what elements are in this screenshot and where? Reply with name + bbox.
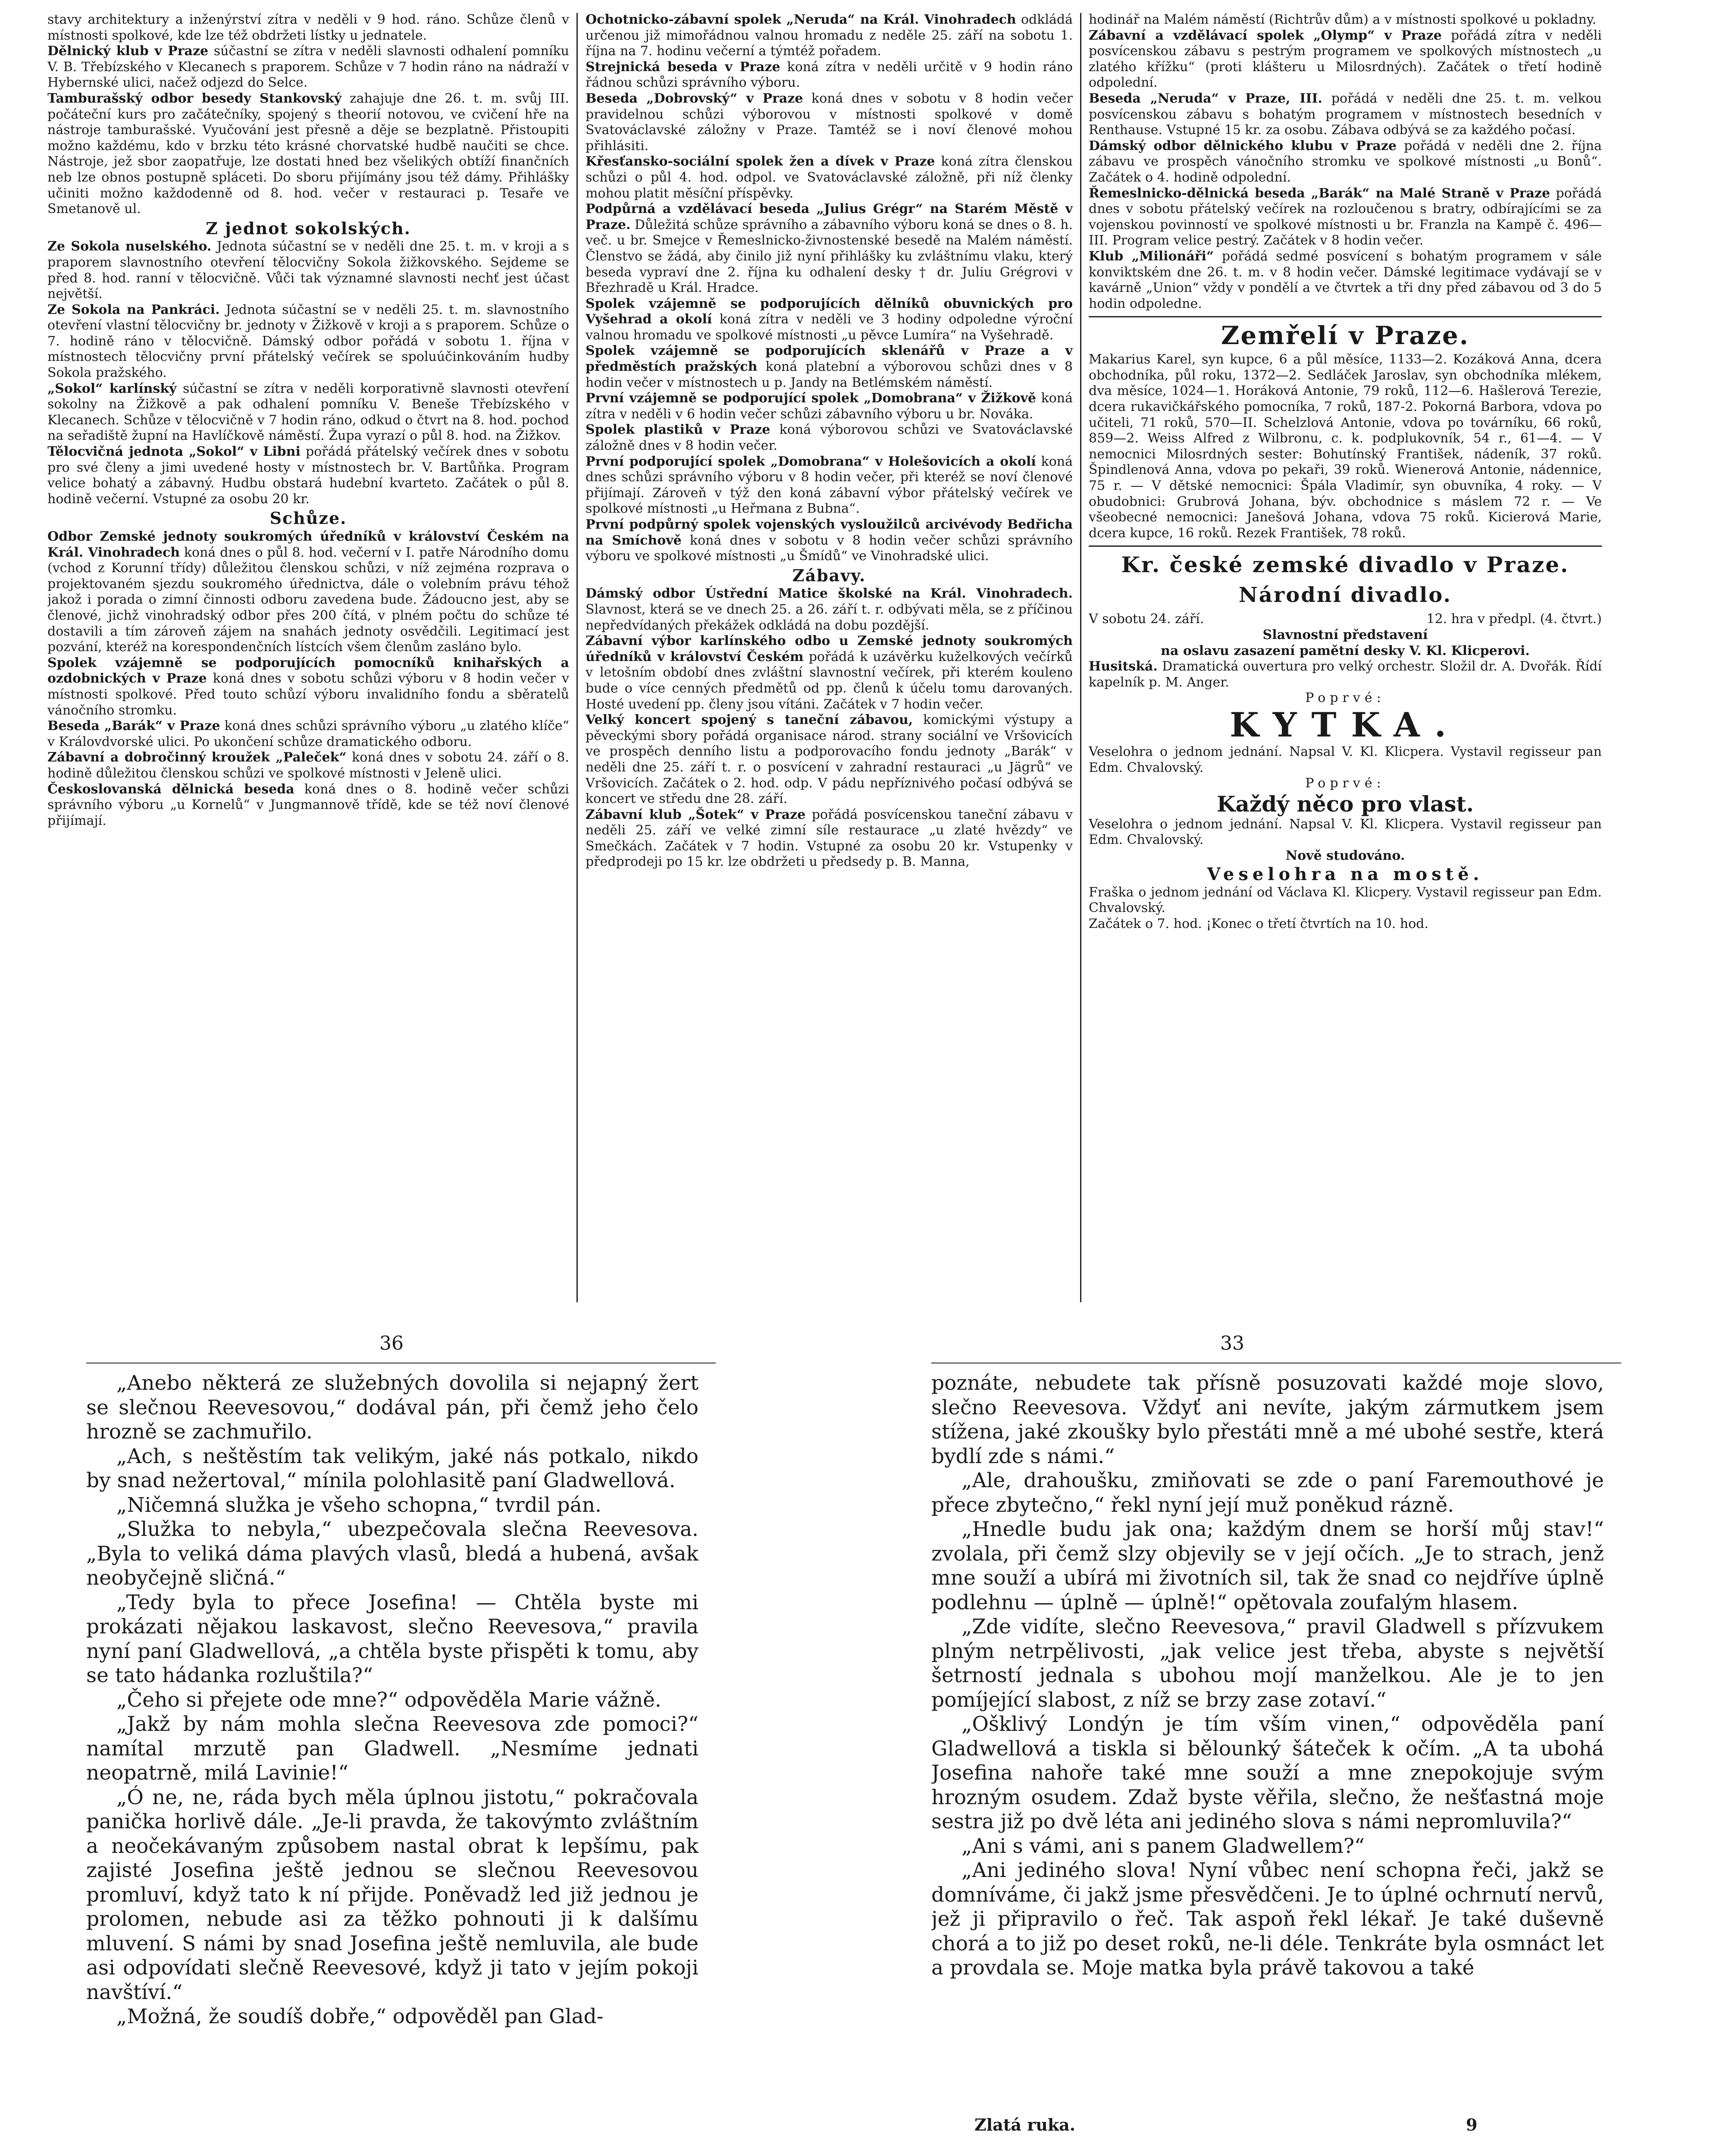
notice: Ze Sokola na Pankráci. Jednota súčastní se v neděli 25. t. m. slavnostního otevření vlastní tělocvičny br. jednoty v Žižkově v kroji a s praporem. Schůze o 7. hodině ráno v tělocvičně. Dámský odbor pořádá v sobotu 1. října v místnostech tělocvičny první přátelský večírek se spoluúčinkováním hudby Sokola pražského. [47, 302, 569, 381]
program-item: Husitská. Dramatická ouvertura pro velký orchestr. Složil dr. A. Dvořák. Řídí kapelník p. M. Anger. [1089, 659, 1602, 690]
play-description: Fraška o jednom jednání od Václava Kl. Klicpery. Vystavil regisseur pan Edm. Chvalovský. [1089, 884, 1602, 916]
column-divider [576, 13, 578, 1302]
novel-paragraph: „Čeho si přejete ode mne?“ odpověděla Marie vážně. [116, 1688, 661, 1712]
notice: První vzájemně se podporující spolek „Domobrana“ v Žižkově koná zítra v neděli v 6 hodin večer schůzi zábavního výboru u br. Nováka. [586, 391, 1073, 422]
section-heading: Z jednot sokolských. [206, 218, 411, 238]
notice: Spolek vzájemně se podporujících sklenářů v Praze a v předměstích pražských koná platební a výborovou schůzi dnes v 8 hodin večer v místnostech u p. Jandy na Betlémském náměstí. [586, 343, 1073, 390]
notice: Zábavní klub „Šotek“ v Praze pořádá posvícenskou taneční zábavu v neděli 25. září ve velké zimní síle restaurace „u zlaté hvězdy“ ve Smečkách. Začátek v 7 hodin. Vstupné za osobu 20 kr. Vstupenky v předprodeji po 15 kr. lze obdržeti u předsedy p. B. Manna, [586, 807, 1073, 870]
novel-paragraph: „Zde vidíte, slečno Reevesova,“ pravil Gladwell s přízvukem plným netrpělivosti, „jak velice jest třeba, abyste s největší šetrností jednala s ubohou mojí manželkou. Ale je to jen pomíjející slabost, z níž se brzy zase zotaví.“ [931, 1615, 1604, 1712]
page-number-left: 36 [379, 1332, 404, 1354]
novel-paragraph: „Ničemná služka je všeho schopna,“ tvrdil pán. [116, 1493, 601, 1517]
notice: stavy architektury a inženýrství zítra v neděli v 9 hod. ráno. Schůze členů v místnosti spolkové, kde lze též obdržeti lístky u jednatele. [47, 12, 569, 43]
performance-date-line [1089, 611, 1602, 627]
novel-left-page [86, 1371, 698, 2143]
notice: Beseda „Dobrovský“ v Praze koná dnes v sobotu v 8 hodin večer pravidelnou schůzi výborovou v místnosti spolkové v domě Svatováclavské záložny v Praze. Tamtéž se i noví členové mohou přihlásiti. [586, 91, 1073, 154]
subscription-info: 12. hra v předpl. (4. čtvrt.) [1426, 611, 1602, 627]
theatre-heading: Kr. české zemské divadlo v Praze. [1121, 552, 1569, 578]
performance-title: Slavnostní představení [1262, 627, 1428, 642]
novel-paragraph: „Ale, drahoušku, zmiňovati se zde o paní Faremouthové je přece zbytečno,“ řekl nyní její muž poněkud rázně. [931, 1469, 1604, 1517]
notice: Tamburašský odbor besedy Stankovský zahajuje dne 26. t. m. svůj III. počáteční kurs pro začátečníky, spojený s theorií notovou, ve cvičení hře na nástroje tamburašské. Vyučování jest přesně a děje se bezplatně. Přistoupiti možno každému, kdo v brzku této krásné chorvatské hudbě naučiti se chce. Nástroje, jež sbor zaopatřuje, lze dostati hned bez všelikých obtíží finančních neb lze obnos postupně spláceti. Do sboru přijímány jsou též dámy. Přihlášky učiniti možno každodenně od 8. hod. večer v restauraci p. Tesaře ve Smetanově ul. [47, 91, 569, 217]
novel-paragraph: „Ošklivý Londýn je tím vším vinen,“ odpověděla paní Gladwellová a tiskla si bělounký šáteček k očím. „A ta ubohá Josefina nahoře také mne souží a mne znepokojuje svým hrozným osudem. Zdaž byste věřila, slečno, že nešťastná moje sestra již po dvě léta ani jediného slova s námi nepromluvila?“ [931, 1712, 1604, 1833]
play-description: Veselohra o jednom jednání. Napsal V. Kl. Klicpera. Vystavil regisseur pan Edm. Chvalovský. [1089, 816, 1602, 848]
novel-paragraph: „Anebo některá ze služebných dovolila si nejapný žert se slečnou Reevesovou,“ dodával pán, při čemž jeho čelo hrozně se zachmuřilo. [86, 1371, 698, 1444]
obituaries: Makarius Karel, syn kupce, 6 a půl měsíce, 1133—2. Kozáková Anna, dcera obchodníka, půl roku, 1372—2. Sedláček Jaroslav, syn obchodníka mlékem, dva měsíce, 1024—1. Horáková Antonie, 79 roků, 112—6. Hašlerová Terezie, dcera rukavičkářského pomocníka, 7 roků, 187-2. Pokorná Barbora, vdova po učiteli, 71 roků, 570—II. Schelzlová Antonie, vdova po továrníku, 66 roků, 859—2. Weiss Alfred z Wilbronu, c. k. podplukovník, 54 r., 61—4. — V nemocnici Milosrdných sester: Bohutínský František, nádeník, 37 roků. Špindlenová Anna, vdova po pekaři, 39 roků. Wienerová Antonie, nádennice, 75 r. — V dětské nemocnici: Špála Vladimír, syn obuvníka, 4 roky. — V obudobnici: Grubrová Johana, býv. obchodnice s máslem 72 r. — Ve všeobecné nemocnici: Janešová Johana, vdova 75 roků. Kicierová Marie, dcera kupce, 16 roků. Rezek František, 78 roků. [1089, 352, 1602, 541]
novel-paragraph: „Hnedle budu jak ona; každým dnem se horší můj stav!“ zvolala, při čemž slzy objevily se v její očích. „Je to strach, jenž mne souží a ubírá mi životních sil, tak že snad co nejdříve úplně podlehnu — úplně — úplně!“ opětovala zoufalým hlasem. [931, 1517, 1604, 1614]
notice: Zábavní a vzdělávací spolek „Olymp“ v Praze pořádá zítra v neděli posvícenskou zábavu s pestrým programem ve spolkových místnostech „u zlatého křížku“ (proti klášteru u Milosrdných). Začátek o třetí hodině odpolední. [1089, 28, 1602, 91]
notice: hodinář na Malém náměstí (Richtrův dům) a v místnosti spolkové u pokladny. [1089, 12, 1597, 27]
novel-paragraph: „Jakž by nám mohla slečna Reevesova zde pomoci?“ namítal mrzutě pan Gladwell. „Nesmíme jednati neopatrně, milá Lavinie!“ [86, 1712, 698, 1785]
footer-page-number: 9 [1466, 2115, 1478, 2134]
play-title: Každý něco pro vlast. [1216, 791, 1474, 817]
notice: Dámský odbor Ústřední Matice školské na Král. Vinohradech. Slavnost, která se ve dnech 25. a 26. září t. r. odbývati měla, se z příčinou nepředvídaných překážek odkládá na dobu pozdější. [586, 586, 1073, 633]
novel-paragraph: poznáte, nebudete tak přísně posuzovati každé moje slovo, slečno Reevesova. Vždyť ani nevíte, jakým zármutkem jsem stížena, jaké zkoušky bylo přestáti mně a mé ubohé sestře, která bydlí zde s námi.“ [931, 1371, 1604, 1468]
divider [1089, 316, 1602, 317]
novel-paragraph: „Služka to nebyla,“ ubezpečovala slečna Reevesova. „Byla to veliká dáma plavých vlasů, bledá a hubená, avšak neobyčejně sličná.“ [86, 1517, 698, 1590]
novel-paragraph: „Tedy byla to přece Josefina! — Chtěla byste mi prokázati nějakou laskavost, slečno Reevesova,“ pravila nyní paní Gladwellová, „a chtěla byste přispěti k tomu, aby se tato hádanka rozluštila?“ [86, 1590, 698, 1687]
notice: „Sokol“ karlínský súčastní se zítra v neděli korporativně slavnosti otevření sokolny na Žižkově a pak odhalení pomníku V. Beneše Třebízského v Klecanech. Schůze v tělocvičně v 7 hodin ráno, odkud o čtvrt na 8. hod. pochod na seřadiště župní na Havlíčkově náměstí. Župa vyrazí o půl 8. hod. na Žižkov. [47, 381, 569, 444]
new-study-label: Nově studováno. [1285, 848, 1405, 863]
novel-paragraph: „Ani jediného slova! Nyní vůbec není schopna řeči, jakž se domníváme, či jakž jsme přesvědčeni. Je to úplné ochrnutí nervů, jež ji připravilo o řeč. Tak aspoň řekl lékař. Je také duševně chorá a to již po deset roků, ne-li déle. Tenkráte byla osmnáct let a provdala se. Moje matka byla právě takovou a také [931, 1858, 1604, 1980]
notice: Zábavní výbor karlínského odbo u Zemské jednoty soukromých úředníků v království Českém pořádá k uzávěrku kuželkových večírků v letošním období dnes zvláštní slavnostní večírek, při kterém kouleno bude o více cenných předmětů od pp. členů k účelu tomu darovaných. Hosté uvedení pp. členy jsou vítáni. Začátek v 7 hodin večer. [586, 633, 1073, 712]
divider [1089, 545, 1602, 547]
notice: Řemeslnicko-dělnická beseda „Barák“ na Malé Straně v Praze pořádá dnes v sobotu přátelský večírek na rozloučenou s bratry, odbírajícími se za vojenskou povinností ve spolkové místnosti u br. Franzla na Kampě č. 496—III. Program velice pestrý. Začátek v 8 hodin večer. [1089, 185, 1602, 248]
notice: Tělocvičná jednota „Sokol“ v Libni pořádá přátelský večírek dnes v sobotu pro své členy a jimi uvedené hosty v místnostech br. V. Bartůňka. Program velice bohatý a zábavný. Hudbu obstará hudební kvarteto. Začátek o půl 8. hodině večerní. Vstupné za osobu 20 kr. [47, 444, 569, 507]
newspaper-column-3 [1089, 12, 1602, 1314]
page-number-right: 33 [1220, 1332, 1244, 1354]
notice: Ze Sokola nuselského. Jednota súčastní se v neděli dne 25. t. m. v kroji a s praporem slavnostního otevření tělocvičny Sokola žižkovského. Sejdeme se před 8. hod. ranní v tělocvičně. Vůči tak významné slavnosti nechť jest účast největší. [47, 239, 569, 302]
performance-subtitle: na oslavu zasazení pamětní desky V. Kl. Klicperovi. [1161, 643, 1530, 658]
notice: Beseda „Barák“ v Praze koná dnes schůzi správního výboru „u zlatého klíče“ v Královdvorské ulici. Po ukončení schůze dramatického odboru. [47, 718, 569, 749]
novel-paragraph: „Možná, že soudíš dobře,“ odpověděl pan Glad- [116, 2005, 604, 2028]
start-end-time: Začátek o 7. hod. ¡Konec o třetí čtvrtích na 10. hod. [1089, 916, 1428, 931]
notice: Spolek plastiků v Praze koná výborovou schůzi ve Svatováclavské záložně dnes v 8 hodin večer. [586, 422, 1073, 454]
section-heading: Zábavy. [792, 565, 866, 585]
column-divider [1080, 13, 1081, 1302]
premiere-label: Poprvé: [1305, 776, 1385, 791]
notice: Křesťansko-sociální spolek žen a dívek v Praze koná zítra členskou schůzi o půl 4. hod. odpol. ve Svatováclavské záložně, při níž členky mohou platit měsíční příspěvky. [586, 154, 1073, 201]
play-title: Veselohra na mostě. [1207, 864, 1484, 884]
notice: Velký koncert spojený s taneční zábavou, komickými výstupy a pěveckými sbory pořádá organisace národ. strany sociální ve Vršovicích ve prospěch denního listu a podporovacího fondu jednoty „Barák“ v neděli dne 25. září t. r. o posvícení v zahradní restauraci „u Jägrů“ ve Vršovicích. Začátek o 2. hod. odp. V pádu nepříznivého počasí odbývá se koncert ve středu dne 28. září. [586, 712, 1073, 807]
notice: Českoslovanská dělnická beseda koná dnes o 8. hodině večer schůzi správního výboru „u Kornelů“ v Jungmannově třídě, kde se též noví členové přijímají. [47, 781, 569, 828]
notice: Zábavní a dobročinný kroužek „Paleček“ koná dnes v sobotu 24. září o 8. hodině důležitou členskou schůzi ve spolkové místnosti v Jeleně ulici. [47, 750, 569, 781]
section-heading: Zemřelí v Praze. [1221, 321, 1469, 351]
newspaper-column-1 [47, 12, 569, 1314]
novel-paragraph: „Ó ne, ne, ráda bych měla úplnou jistotu,“ pokračovala panička horlivě dále. „Je-li pravda, že takovýmto zvláštním a neočekávaným způsobem nastal obrat k lepšímu, pak zajisté Josefina ještě jednou se slečnou Reevesovou promluví, když tato k ní přijde. Poněvadž led již jednou je prolomen, nebude asi za těžko pohnouti ji k dalšímu mluvení. S námi by snad Josefina ještě nemluvila, ale bude asi odpovídati slečně Reevesové, když ji tato v jejím pokoji navštíví.“ [86, 1785, 698, 2004]
novel-right-page [931, 1371, 1604, 2104]
notice: Podpůrná a vzdělávací beseda „Julius Grégr“ na Starém Městě v Praze. Důležitá schůze správního a zábavního výboru koná se dnes o 8. h. več. u br. Smejce v Řemeslnicko-živnostenské besedě na Malém náměstí. Členstvo se žádá, aby činilo již nyní přihlášky ku zvláštnímu vlaku, který beseda vypraví dne 2. října ku odhalení desky † dr. Juliu Grégrovi v Březhradě u Král. Hradce. [586, 201, 1073, 296]
section-heading: Schůze. [269, 508, 347, 528]
notice: První podpůrný spolek vojenských vysloužilců arcivévody Bedřicha na Smíchově koná dnes v sobotu v 8 hodin večer schůzi správního výboru ve spolkové místnosti „u Šmídů“ ve Vinohradské ulici. [586, 517, 1073, 564]
play-description: Veselohra o jednom jednání. Napsal V. Kl. Klicpera. Vystavil regisseur pan Edm. Chvalovský. [1089, 744, 1602, 775]
premiere-label: Poprvé: [1305, 690, 1385, 706]
notice: Spolek vzájemně se podporujících dělníků obuvnických pro Vyšehrad a okolí koná zítra v neděli ve 3 hodiny odpoledne výroční valnou hromadu ve spolkové místnosti „u pěvce Lumíra“ na Vyšehradě. [586, 296, 1073, 343]
notice: První podporující spolek „Domobrana“ v Holešovicích a okolí koná dnes schůzi správního výboru v 8 hodin večer, při kteréž se noví členové přijímají. Zároveň v týž den koná zábavní výbor přátelský večírek ve spolkové místnosti „u Heřmana z Bubna“. [586, 454, 1073, 517]
play-title: KYTKA. [1230, 705, 1461, 745]
footer-title: Zlatá ruka. [974, 2115, 1076, 2134]
notice: Klub „Milionáři“ pořádá sedmé posvícení s bohatým programem v sále konviktském dne 26. t. m. v 8 hodin večer. Dámské legitimace vydávají se v kavárně „Union“ vždy v pondělí a ve čtvrtek a tři dny před zábavou od 3 do 5 hodin odpoledne. [1089, 248, 1602, 311]
novel-paragraph: „Ani s vámi, ani s panem Gladwellem?“ [962, 1834, 1365, 1858]
newspaper-column-2 [586, 12, 1073, 1314]
notice: Spolek vzájemně se podporujících pomocníků knihařských a ozdobnických v Praze koná dnes v sobotu schůzi výboru v 8 hodin večer v místnosti spolkové. Před touto schůzí výboru invalidního fondu a sběratelů vánočního stromku. [47, 655, 569, 718]
notice: Odbor Zemské jednoty soukromých úředníků v království Českém na Král. Vinohradech koná dnes o půl 8. hod. večerní v I. patře Národního domu (vchod z Korunní třídy) důležitou členskou schůzi, v níž zejména rozprava o projektovaném sjezdu soukromého úřednictva, dále o volebním právu téhož jakož i porada o zimní činnosti odboru zavedena bude. Žádoucno jest, aby se členové, jichž vinohradský odbor přes 200 čítá, v plném počtu do schůze té dostavili a tím zároveň zájem na snahách jednoty osvědčili. Legitimací jest pozvání, kteréž na korespondenčních lístcích všem členům zasláno bylo. [47, 529, 569, 655]
notice: Dámský odbor dělnického klubu v Praze pořádá v neděli dne 2. října zábavu ve prospěch vánočního stromku ve spolkové místnosti „u Bonů“. Začátek o 4. hodině odpolední. [1089, 138, 1602, 185]
notice: Strejnická beseda v Praze koná zítra v neděli určitě v 9 hodin ráno řádnou schůzi správního výboru. [586, 59, 1073, 91]
theatre-subheading: Národní divadlo. [1238, 583, 1452, 608]
performance-date: V sobotu 24. září. [1089, 611, 1204, 627]
novel-paragraph: „Ach, s neštěstím tak velikým, jaké nás potkalo, nikdo by snad nežertoval,“ mínila polohlasitě paní Gladwellová. [86, 1444, 698, 1492]
notice: Beseda „Neruda“ v Praze, III. pořádá v neděli dne 25. t. m. velkou posvícenskou zábavu s bohatým programem v místnostech besedních v Renthause. Vstupné 15 kr. za osobu. Zábava odbývá se za každého počasí. [1089, 91, 1602, 138]
notice: Dělnický klub v Praze súčastní se zítra v neděli slavnosti odhalení pomníku V. B. Třebízského v Klecanech s praporem. Schůze v 7 hodin ráno na nádraží v Hybernské ulici, načež odjezd do Selce. [47, 44, 569, 91]
notice: Ochotnicko-zábavní spolek „Neruda“ na Král. Vinohradech odkládá určenou již mimořádnou valnou hromadu z neděle 25. září na sobotu 1. října na 7. hodinu večerní a týmtéž pořadem. [586, 12, 1073, 59]
